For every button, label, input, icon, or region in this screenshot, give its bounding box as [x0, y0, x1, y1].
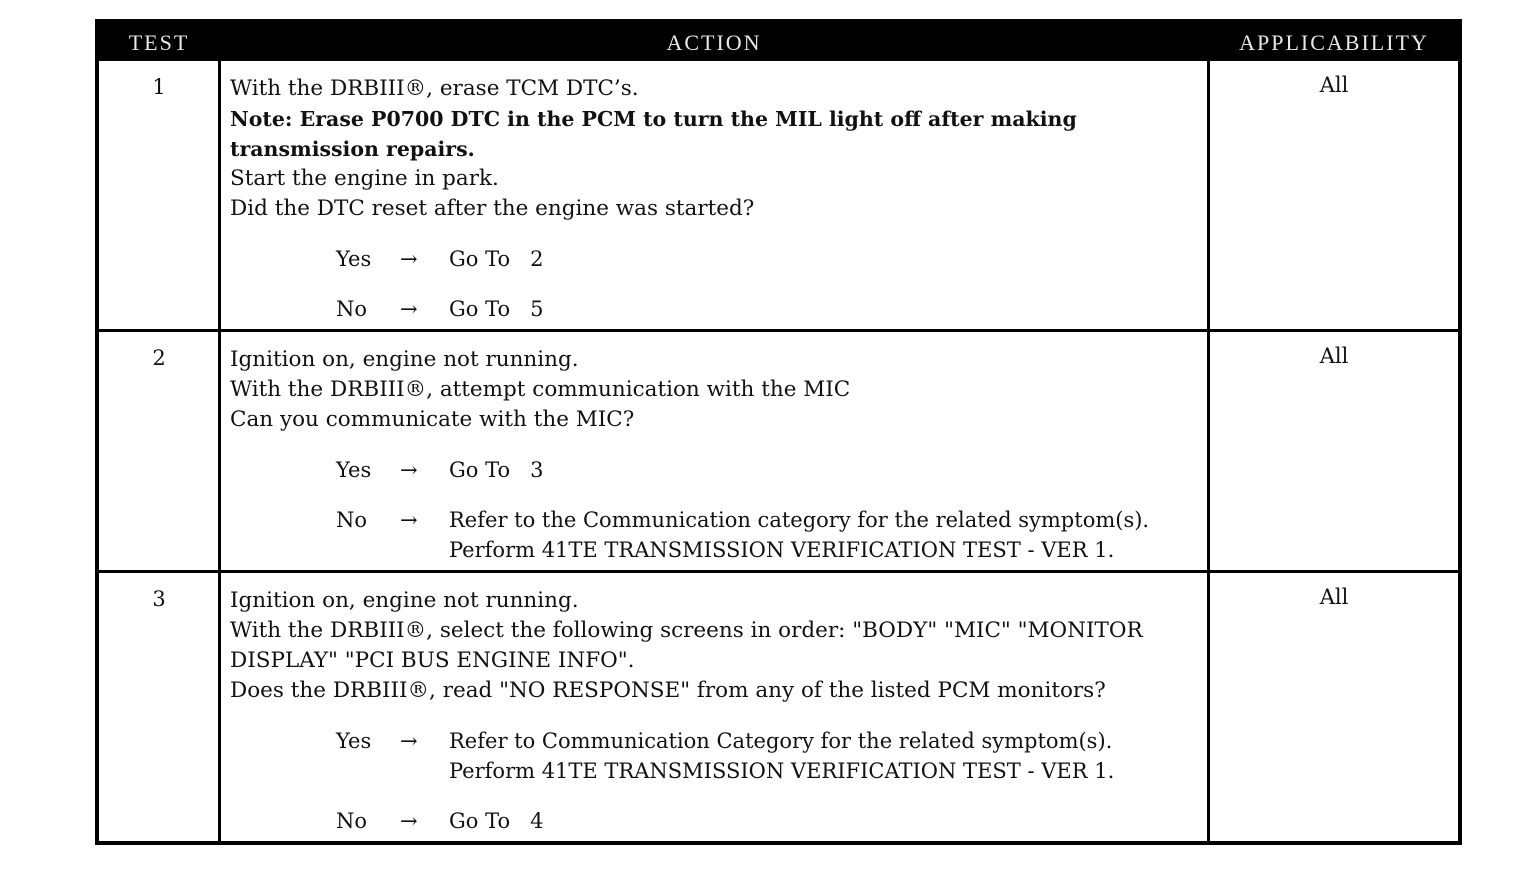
branch-text: Go To 3: [449, 458, 544, 482]
action-line: With the DRBIII®, attempt communication with the MIC: [230, 377, 851, 402]
yes-label: Yes: [336, 247, 372, 271]
arrow-icon: →: [400, 247, 418, 271]
action-line: Did the DTC reset after the engine was started?: [230, 196, 755, 221]
action-line: Ignition on, engine not running.: [230, 588, 579, 613]
no-label: No: [336, 297, 368, 321]
table-row: [99, 332, 1458, 570]
test-number: 3: [152, 587, 166, 611]
table-header: [99, 23, 1458, 61]
yes-label: Yes: [336, 729, 372, 753]
action-line: Ignition on, engine not running.: [230, 347, 579, 372]
action-text: [230, 586, 1210, 706]
action-line: Does the DRBIII®, read "NO RESPONSE" from any of the listed PCM monitors?: [230, 678, 1106, 703]
branch-text: Refer to the Communication category for the related symptom(s).: [449, 508, 1150, 532]
no-label: No: [336, 508, 368, 532]
action-line: Start the engine in park.: [230, 166, 499, 191]
action-line: With the DRBIII®, erase TCM DTC’s.: [230, 76, 639, 101]
action-text: [230, 345, 1210, 435]
action-note: transmission repairs.: [230, 137, 475, 161]
branch-text: Refer to Communication Category for the related symptom(s).: [449, 729, 1113, 753]
no-label: No: [336, 809, 368, 833]
arrow-icon: →: [400, 508, 418, 532]
test-number: 2: [152, 346, 166, 370]
arrow-icon: →: [400, 458, 418, 482]
applicability-value: All: [1319, 585, 1349, 609]
action-line: DISPLAY" "PCI BUS ENGINE INFO".: [230, 648, 635, 673]
arrow-icon: →: [400, 809, 418, 833]
branch-text: Go To 2: [449, 247, 544, 271]
diagnostic-test-table: [95, 19, 1462, 845]
action-line: Can you communicate with the MIC?: [230, 407, 635, 432]
arrow-icon: →: [400, 297, 418, 321]
table-row: [99, 573, 1458, 845]
applicability-value: All: [1319, 344, 1349, 368]
arrow-icon: →: [400, 729, 418, 753]
test-number: 1: [152, 75, 166, 99]
header-test: TEST: [128, 30, 190, 55]
action-text: [230, 74, 1210, 224]
branch-text: Perform 41TE TRANSMISSION VERIFICATION TEST - VER 1.: [449, 759, 1115, 783]
table-row: [99, 61, 1458, 329]
header-action: ACTION: [666, 30, 762, 55]
yes-label: Yes: [336, 458, 372, 482]
header-applicability: APPLICABILITY: [1239, 30, 1429, 55]
branch-text: Go To 5: [449, 297, 544, 321]
branch-text: Perform 41TE TRANSMISSION VERIFICATION TEST - VER 1.: [449, 538, 1115, 562]
action-note: Note: Erase P0700 DTC in the PCM to turn the MIL light off after making: [230, 107, 1077, 131]
action-line: With the DRBIII®, select the following screens in order: "BODY" "MIC" "MONITOR: [230, 618, 1143, 643]
branch-text: Go To 4: [449, 809, 544, 833]
applicability-value: All: [1319, 73, 1349, 97]
